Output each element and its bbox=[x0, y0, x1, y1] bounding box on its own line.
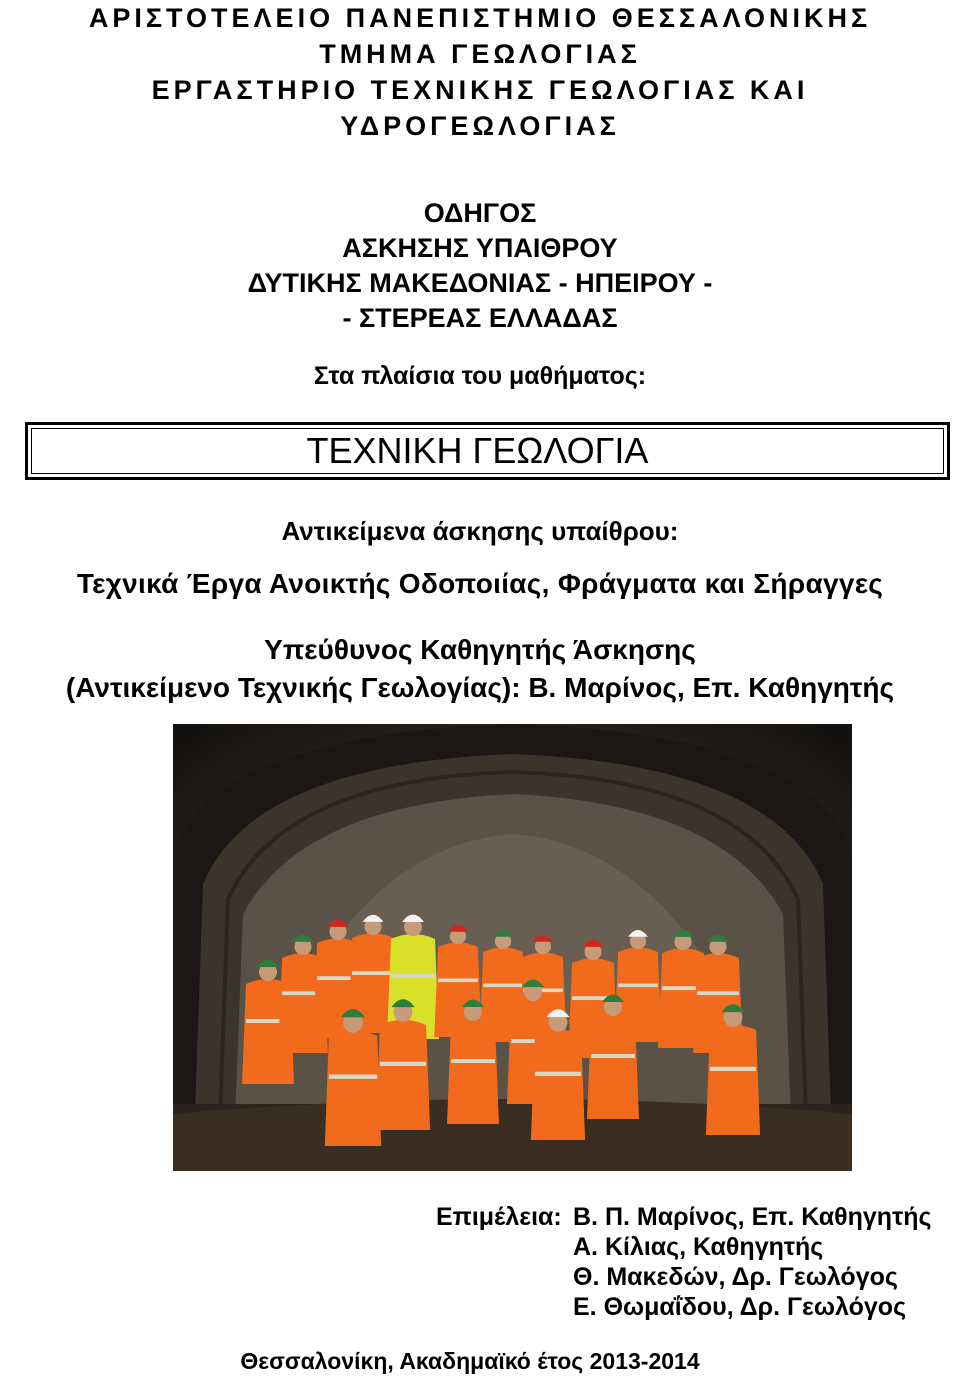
tunnel-group-photo-illustration bbox=[173, 724, 852, 1171]
credit-name-1: Β. Π. Μαρίνος, Επ. Καθηγητής bbox=[573, 1203, 932, 1231]
laboratory-name-line1: ΕΡΓΑΣΤΗΡΙΟ ΤΕΧΝΙΚΗΣ ΓΕΩΛΟΓΙΑΣ ΚΑΙ bbox=[151, 75, 809, 105]
department-name: ΤΜΗΜΑ ΓΕΩΛΟΓΙΑΣ bbox=[319, 39, 641, 69]
tunnel-group-photo bbox=[173, 724, 852, 1171]
place-and-year: Θεσσαλονίκη, Ακαδημαϊκό έτος 2013-2014 bbox=[240, 1348, 700, 1374]
credit-row bbox=[0, 1202, 960, 1232]
course-name: ΤΕΧΝΙΚΗ ΓΕΩΛΟΓΙΑ bbox=[31, 428, 944, 474]
responsible-professor bbox=[0, 631, 960, 707]
credit-name-3: Θ. Μακεδών, Δρ. Γεωλόγος bbox=[573, 1263, 898, 1291]
title-line-1: ΟΔΗΓΟΣ bbox=[423, 198, 537, 228]
fieldwork-objects-value: Τεχνικά Έργα Ανοικτής Οδοποιίας, Φράγματα και Σήραγγες bbox=[76, 568, 884, 599]
responsible-line-2: (Αντικείμενο Τεχνικής Γεωλογίας): Β. Μαρίνος, Επ. Καθηγητής bbox=[65, 672, 895, 703]
credit-row bbox=[0, 1262, 960, 1292]
title-line-4: - ΣΤΕΡΕΑΣ ΕΛΛΑΔΑΣ bbox=[342, 303, 618, 333]
credit-row bbox=[0, 1232, 960, 1262]
institution-header bbox=[0, 0, 960, 144]
university-name: ΑΡΙΣΤΟΤΕΛΕΙΟ ΠΑΝΕΠΙΣΤΗΜΙΟ ΘΕΣΣΑΛΟΝΙΚΗΣ bbox=[88, 3, 872, 33]
credit-name-2: Α. Κίλιας, Καθηγητής bbox=[573, 1233, 824, 1261]
credit-name-4: Ε. Θωμαΐδου, Δρ. Γεωλόγος bbox=[573, 1293, 907, 1321]
credit-row bbox=[0, 1292, 960, 1322]
credits bbox=[0, 1202, 960, 1322]
credits-label: Επιμέλεια: bbox=[436, 1203, 562, 1231]
document-title bbox=[0, 196, 960, 336]
title-line-3: ΔΥΤΙΚΗΣ ΜΑΚΕΔΟΝΙΑΣ - ΗΠΕΙΡΟΥ - bbox=[247, 268, 713, 298]
laboratory-name-line2: ΥΔΡΟΓΕΩΛΟΓΙΑΣ bbox=[340, 111, 620, 141]
title-line-2: ΑΣΚΗΣΗΣ ΥΠΑΙΘΡΟΥ bbox=[342, 233, 618, 263]
course-intro: Στα πλαίσια του μαθήματος: bbox=[313, 362, 647, 390]
responsible-line-1: Υπεύθυνος Καθηγητής Άσκησης bbox=[264, 634, 696, 665]
course-box bbox=[25, 422, 950, 480]
fieldwork-objects-label: Αντικείμενα άσκησης υπαίθρου: bbox=[281, 516, 679, 546]
